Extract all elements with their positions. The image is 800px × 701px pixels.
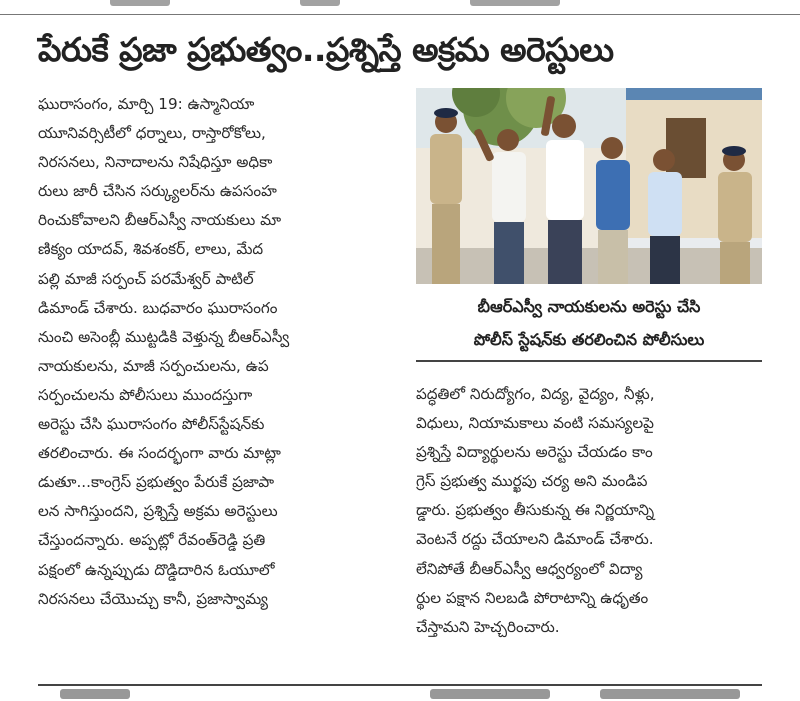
caption-divider (416, 360, 762, 362)
body-line: చేస్తుందన్నారు. అప్పట్లో రేవంత్‌రెడ్డి ప్రతి (38, 531, 266, 550)
body-line: రులు జారీ చేసిన సర్క్యులర్‌ను ఉపసంహ (38, 182, 277, 201)
body-line: డ్డారు. ప్రభుత్వం తీసుకున్న ఈ నిర్ణయాన్ని (416, 501, 655, 520)
photo-caption (416, 290, 762, 362)
body-line: ప్రశ్నిస్తే విద్యార్థులను అరెస్టు చేయడం కాం (416, 443, 653, 462)
body-line: నాయకులను, మాజీ సర్పంచులను, ఉప (38, 356, 269, 375)
body-line: రించుకోవాలని బీఆర్ఎస్వీ నాయకులు మా (38, 211, 282, 230)
body-line: లన సాగిస్తుందని, ప్రశ్నిస్తే అక్రమ అరెస్టులు (38, 502, 278, 521)
body-line: యూనివర్సిటీలో ధర్నాలు, రాస్తారోకోలు, (38, 124, 266, 143)
body-line: నిరసనలు చేయొచ్చు కానీ, ప్రజాస్వామ్య (38, 589, 268, 608)
body-line: చేస్తామని హెచ్చరించారు. (416, 617, 560, 636)
body-line: ఘురాసంగం, మార్చి 19: ఉస్మానియా (38, 95, 255, 113)
body-line: విధులు, నియామకాలు వంటి సమస్యలపై (416, 414, 654, 433)
body-line: ణిక్యం యాదవ్, శివశంకర్, లాలు, మేద (38, 240, 264, 259)
body-line: డిమాండ్ చేశారు. బుధవారం ఘురాసంగం (38, 298, 278, 317)
article-body-right-column (416, 380, 762, 642)
caption-line: పోలీస్ స్టేషన్‌కు తరలించిన పోలీసులు (473, 330, 705, 349)
caption-line: బీఆర్ఎస్వీ నాయకులను అరెస్టు చేసి (477, 297, 701, 316)
body-line: పక్షంలో ఉన్నప్పుడు దొడ్డిదారిన ఓయూలో (38, 560, 275, 579)
body-line: లేనిపోతే బీఆర్ఎస్వీ ఆధ్వర్యంలో విద్యా (416, 559, 643, 578)
body-line: అరెస్టు చేసి ఘురాసంగం పోలీస్‌స్టేషన్‌కు (38, 415, 265, 434)
bottom-cropped-next-article (0, 689, 800, 701)
body-line: నుంచి అసెంబ్లీ ముట్టడికి వెళ్తున్న బీఆర్ఎస్వీ (38, 327, 290, 346)
body-line: తరలించారు. ఈ సందర్భంగా వారు మాట్లా (38, 444, 281, 463)
body-line: సర్పంచులను పోలీసులు ముందస్తుగా (38, 385, 253, 404)
body-line: నిరసనలు, నినాదాలను నిషేధిస్తూ అధికా (38, 153, 273, 172)
article-body-left-column (38, 90, 396, 614)
body-line: ర్థుల పక్షాన నిలబడి పోరాటాన్ని ఉధృతం (416, 588, 649, 607)
body-line: వెంటనే రద్దు చేయాలని డిమాండ్ చేశారు. (416, 530, 654, 549)
photo-illustration (416, 88, 762, 284)
bottom-divider (38, 684, 762, 686)
article-headline: పేరుకే ప్రజా ప్రభుత్వం..ప్రశ్నిస్తే అక్రమ అరెస్టులు (38, 30, 614, 69)
body-line: పల్లి మాజీ సర్పంచ్ పరమేశ్వర్ పాటిల్ (38, 269, 254, 288)
body-line: డుతూ...కాంగ్రెస్ ప్రభుత్వం పేరుకే ప్రజాపా (38, 473, 275, 492)
news-photo-arrested-students (416, 88, 762, 284)
body-line: పద్ధతిలో నిరుద్యోగం, విద్య, వైద్యం, నీళ్లు, (416, 385, 655, 403)
top-rule-cropped-header (0, 0, 800, 22)
body-line: గ్రెస్ ప్రభుత్వ ముర్ఖపు చర్య అని మండిప (416, 472, 648, 491)
